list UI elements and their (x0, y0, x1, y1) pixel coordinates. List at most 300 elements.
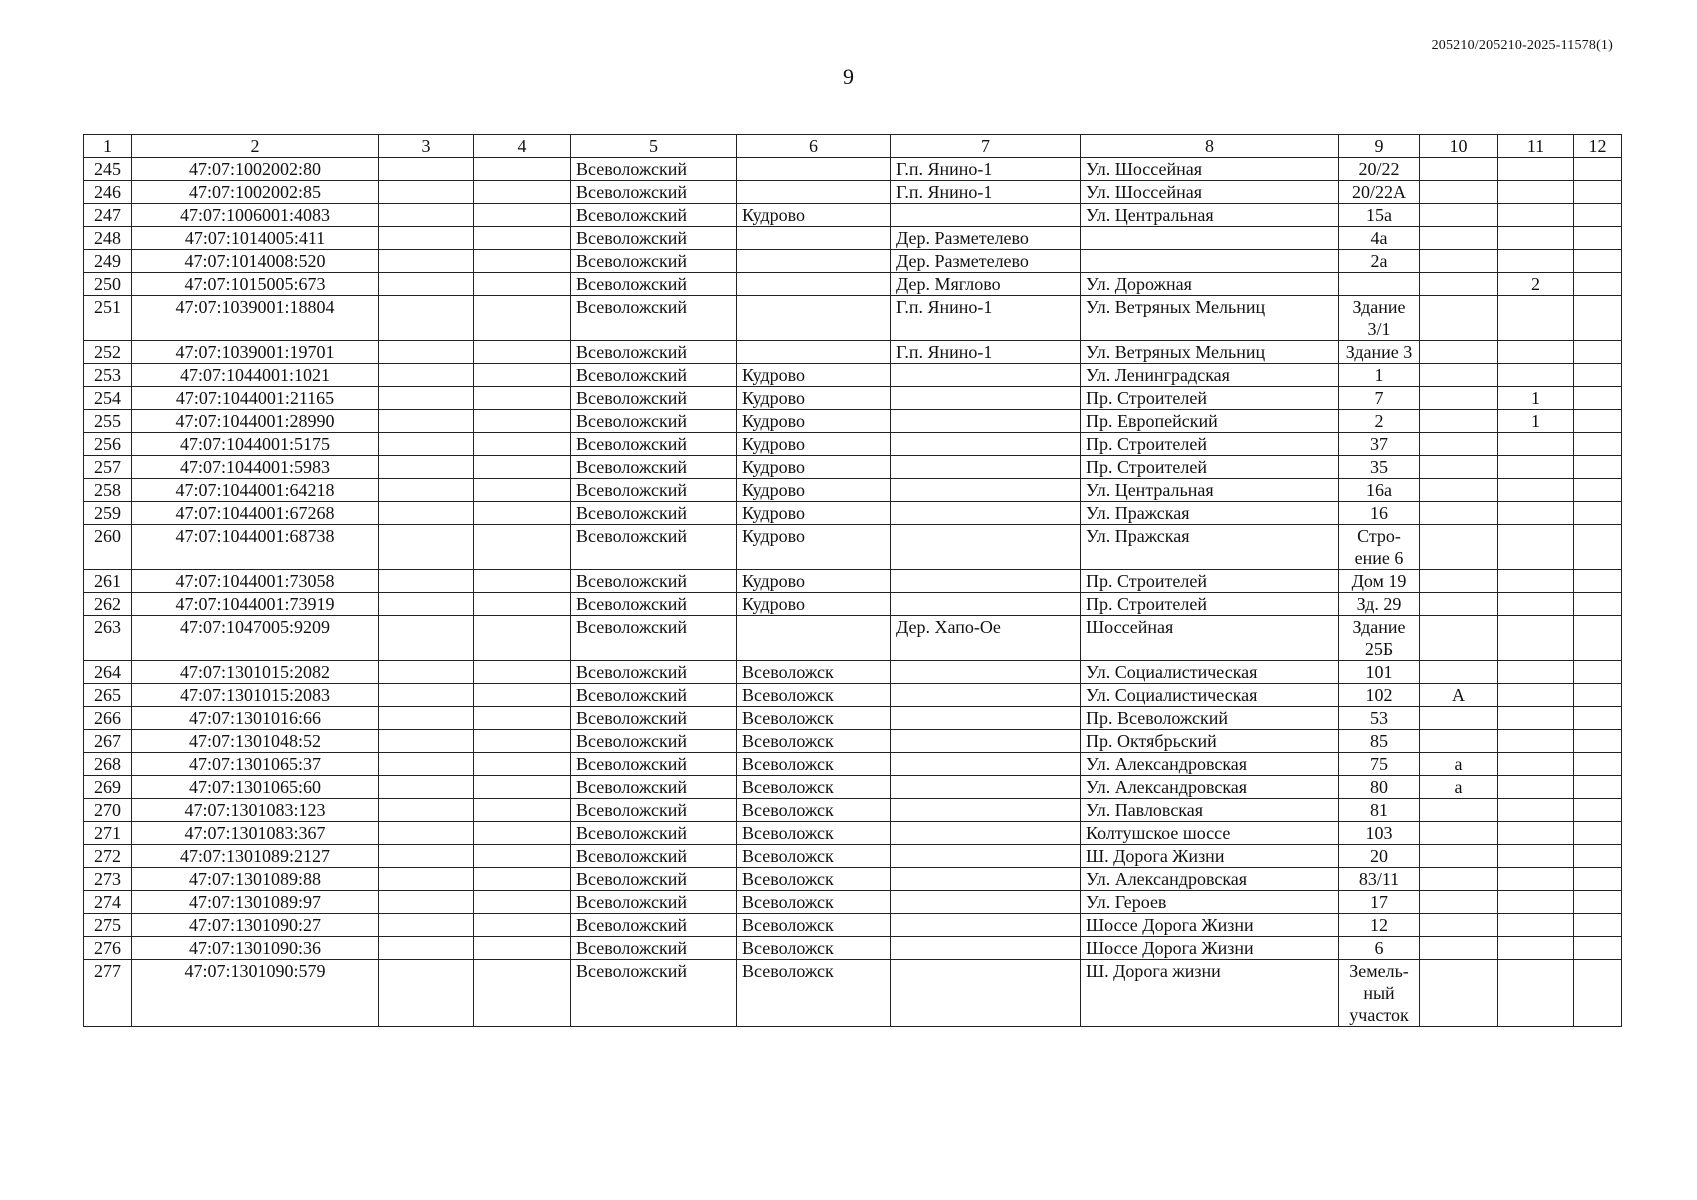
column-header: 9 (1339, 135, 1420, 158)
col4-cell (474, 502, 571, 525)
settlement-cell (737, 250, 891, 273)
col12-cell (1574, 776, 1622, 799)
house-cell: 53 (1339, 707, 1420, 730)
row-number-cell: 258 (84, 479, 132, 502)
district-cell: Всеволожский (571, 822, 737, 845)
locality-cell (891, 753, 1081, 776)
locality-cell (891, 707, 1081, 730)
col4-cell (474, 433, 571, 456)
col12-cell (1574, 364, 1622, 387)
building-cell: а (1420, 753, 1498, 776)
table-row (84, 684, 1622, 707)
cadastral-number-cell: 47:07:1044001:67268 (132, 502, 379, 525)
col4-cell (474, 387, 571, 410)
settlement-cell: Всеволожск (737, 868, 891, 891)
col12-cell (1574, 296, 1622, 341)
col4-cell (474, 914, 571, 937)
block-cell (1498, 250, 1574, 273)
col3-cell (379, 525, 474, 570)
cadastral-number-cell: 47:07:1301089:2127 (132, 845, 379, 868)
col4-cell (474, 364, 571, 387)
table-row (84, 456, 1622, 479)
table-row (84, 570, 1622, 593)
district-cell: Всеволожский (571, 158, 737, 181)
col12-cell (1574, 891, 1622, 914)
col12-cell (1574, 753, 1622, 776)
cadastral-number-cell: 47:07:1044001:1021 (132, 364, 379, 387)
street-cell: Шоссе Дорога Жизни (1081, 914, 1339, 937)
locality-cell: Г.п. Янино-1 (891, 341, 1081, 364)
building-cell (1420, 937, 1498, 960)
col12-cell (1574, 433, 1622, 456)
column-header: 2 (132, 135, 379, 158)
cadastral-number-cell: 47:07:1301016:66 (132, 707, 379, 730)
col3-cell (379, 296, 474, 341)
cadastral-number-cell: 47:07:1006001:4083 (132, 204, 379, 227)
building-cell (1420, 341, 1498, 364)
building-cell (1420, 960, 1498, 1027)
cadastral-number-cell: 47:07:1044001:21165 (132, 387, 379, 410)
cadastral-number-cell: 47:07:1014008:520 (132, 250, 379, 273)
district-cell: Всеволожский (571, 410, 737, 433)
row-number-cell: 270 (84, 799, 132, 822)
street-cell: Ул. Александровская (1081, 776, 1339, 799)
settlement-cell: Всеволожск (737, 661, 891, 684)
column-header: 5 (571, 135, 737, 158)
building-cell: А (1420, 684, 1498, 707)
row-number-cell: 255 (84, 410, 132, 433)
block-cell (1498, 593, 1574, 616)
table-row (84, 387, 1622, 410)
district-cell: Всеволожский (571, 960, 737, 1027)
house-cell: 4а (1339, 227, 1420, 250)
locality-cell (891, 433, 1081, 456)
locality-cell: Дер. Разметелево (891, 227, 1081, 250)
locality-cell (891, 914, 1081, 937)
col4-cell (474, 181, 571, 204)
building-cell (1420, 204, 1498, 227)
house-cell: 83/11 (1339, 868, 1420, 891)
row-number-cell: 275 (84, 914, 132, 937)
district-cell: Всеволожский (571, 730, 737, 753)
district-cell: Всеволожский (571, 570, 737, 593)
col3-cell (379, 273, 474, 296)
cadastral-number-cell: 47:07:1044001:5175 (132, 433, 379, 456)
street-cell: Пр. Строителей (1081, 593, 1339, 616)
settlement-cell: Кудрово (737, 525, 891, 570)
col3-cell (379, 181, 474, 204)
cadastral-number-cell: 47:07:1002002:80 (132, 158, 379, 181)
block-cell (1498, 433, 1574, 456)
block-cell (1498, 204, 1574, 227)
col3-cell (379, 479, 474, 502)
locality-cell: Дер. Разметелево (891, 250, 1081, 273)
street-cell: Ул. Героев (1081, 891, 1339, 914)
house-cell: Здание 25Б (1339, 616, 1420, 661)
col3-cell (379, 570, 474, 593)
street-cell: Колтушское шоссе (1081, 822, 1339, 845)
building-cell (1420, 707, 1498, 730)
street-cell: Ул. Пражская (1081, 525, 1339, 570)
column-header: 7 (891, 135, 1081, 158)
district-cell: Всеволожский (571, 502, 737, 525)
building-cell (1420, 822, 1498, 845)
house-cell: 15а (1339, 204, 1420, 227)
col4-cell (474, 296, 571, 341)
house-cell: 101 (1339, 661, 1420, 684)
cadastral-number-cell: 47:07:1301090:27 (132, 914, 379, 937)
cadastral-number-cell: 47:07:1044001:73919 (132, 593, 379, 616)
building-cell (1420, 845, 1498, 868)
col3-cell (379, 845, 474, 868)
col3-cell (379, 776, 474, 799)
block-cell (1498, 707, 1574, 730)
building-cell (1420, 730, 1498, 753)
column-header: 4 (474, 135, 571, 158)
locality-cell (891, 456, 1081, 479)
table-row (84, 410, 1622, 433)
district-cell: Всеволожский (571, 684, 737, 707)
district-cell: Всеволожский (571, 433, 737, 456)
col12-cell (1574, 341, 1622, 364)
block-cell: 2 (1498, 273, 1574, 296)
district-cell: Всеволожский (571, 479, 737, 502)
district-cell: Всеволожский (571, 387, 737, 410)
col4-cell (474, 684, 571, 707)
table-row (84, 525, 1622, 570)
building-cell (1420, 364, 1498, 387)
table-row (84, 799, 1622, 822)
col4-cell (474, 822, 571, 845)
settlement-cell: Всеволожск (737, 776, 891, 799)
cadastral-number-cell: 47:07:1301065:37 (132, 753, 379, 776)
house-cell: 12 (1339, 914, 1420, 937)
cadastral-number-cell: 47:07:1014005:411 (132, 227, 379, 250)
block-cell: 1 (1498, 410, 1574, 433)
house-cell: Зд. 29 (1339, 593, 1420, 616)
settlement-cell: Всеволожск (737, 960, 891, 1027)
locality-cell (891, 730, 1081, 753)
col12-cell (1574, 937, 1622, 960)
row-number-cell: 257 (84, 456, 132, 479)
col4-cell (474, 730, 571, 753)
locality-cell (891, 525, 1081, 570)
table-row (84, 433, 1622, 456)
settlement-cell: Всеволожск (737, 753, 891, 776)
street-cell: Ул. Александровская (1081, 753, 1339, 776)
col4-cell (474, 868, 571, 891)
register-table (83, 134, 1622, 1027)
block-cell (1498, 914, 1574, 937)
settlement-cell (737, 181, 891, 204)
cadastral-number-cell: 47:07:1301083:123 (132, 799, 379, 822)
building-cell (1420, 799, 1498, 822)
block-cell (1498, 364, 1574, 387)
street-cell: Ул. Павловская (1081, 799, 1339, 822)
building-cell (1420, 433, 1498, 456)
locality-cell (891, 845, 1081, 868)
street-cell: Пр. Строителей (1081, 433, 1339, 456)
row-number-cell: 246 (84, 181, 132, 204)
col4-cell (474, 158, 571, 181)
district-cell: Всеволожский (571, 661, 737, 684)
col4-cell (474, 707, 571, 730)
block-cell (1498, 845, 1574, 868)
col4-cell (474, 525, 571, 570)
row-number-cell: 259 (84, 502, 132, 525)
cadastral-number-cell: 47:07:1301048:52 (132, 730, 379, 753)
row-number-cell: 254 (84, 387, 132, 410)
col4-cell (474, 250, 571, 273)
building-cell (1420, 570, 1498, 593)
col3-cell (379, 456, 474, 479)
col12-cell (1574, 570, 1622, 593)
settlement-cell: Кудрово (737, 570, 891, 593)
building-cell (1420, 158, 1498, 181)
house-cell: 20/22 (1339, 158, 1420, 181)
cadastral-number-cell: 47:07:1301090:579 (132, 960, 379, 1027)
house-cell: 16а (1339, 479, 1420, 502)
col12-cell (1574, 593, 1622, 616)
col12-cell (1574, 799, 1622, 822)
table-row (84, 753, 1622, 776)
table-row (84, 227, 1622, 250)
row-number-cell: 268 (84, 753, 132, 776)
settlement-cell: Всеволожск (737, 891, 891, 914)
table-row (84, 204, 1622, 227)
house-cell: 16 (1339, 502, 1420, 525)
district-cell: Всеволожский (571, 250, 737, 273)
document-id: 205210/205210-2025-11578(1) (1431, 38, 1613, 53)
district-cell: Всеволожский (571, 845, 737, 868)
locality-cell (891, 891, 1081, 914)
settlement-cell: Всеволожск (737, 937, 891, 960)
block-cell (1498, 296, 1574, 341)
cadastral-number-cell: 47:07:1301083:367 (132, 822, 379, 845)
district-cell: Всеволожский (571, 525, 737, 570)
cadastral-number-cell: 47:07:1044001:73058 (132, 570, 379, 593)
table-row (84, 273, 1622, 296)
building-cell (1420, 891, 1498, 914)
house-cell: 80 (1339, 776, 1420, 799)
column-header: 10 (1420, 135, 1498, 158)
settlement-cell (737, 341, 891, 364)
col12-cell (1574, 845, 1622, 868)
row-number-cell: 264 (84, 661, 132, 684)
col4-cell (474, 753, 571, 776)
col12-cell (1574, 914, 1622, 937)
table-row (84, 937, 1622, 960)
block-cell (1498, 158, 1574, 181)
col3-cell (379, 730, 474, 753)
table-header-row (84, 135, 1622, 158)
settlement-cell: Кудрово (737, 502, 891, 525)
col4-cell (474, 479, 571, 502)
row-number-cell: 260 (84, 525, 132, 570)
cadastral-number-cell: 47:07:1301090:36 (132, 937, 379, 960)
col12-cell (1574, 822, 1622, 845)
col4-cell (474, 799, 571, 822)
settlement-cell: Всеволожск (737, 822, 891, 845)
street-cell: Ул. Социалистическая (1081, 661, 1339, 684)
col4-cell (474, 960, 571, 1027)
col12-cell (1574, 616, 1622, 661)
house-cell: 103 (1339, 822, 1420, 845)
locality-cell (891, 570, 1081, 593)
settlement-cell: Всеволожск (737, 845, 891, 868)
cadastral-number-cell: 47:07:1039001:18804 (132, 296, 379, 341)
col3-cell (379, 387, 474, 410)
cadastral-number-cell: 47:07:1301089:88 (132, 868, 379, 891)
table-row (84, 158, 1622, 181)
street-cell: Пр. Европейский (1081, 410, 1339, 433)
district-cell: Всеволожский (571, 891, 737, 914)
col3-cell (379, 227, 474, 250)
col3-cell (379, 616, 474, 661)
house-cell: Земель-ный участок (1339, 960, 1420, 1027)
locality-cell (891, 410, 1081, 433)
col12-cell (1574, 227, 1622, 250)
table-row (84, 502, 1622, 525)
col12-cell (1574, 502, 1622, 525)
locality-cell (891, 868, 1081, 891)
col4-cell (474, 227, 571, 250)
district-cell: Всеволожский (571, 753, 737, 776)
house-cell: 81 (1339, 799, 1420, 822)
row-number-cell: 256 (84, 433, 132, 456)
district-cell: Всеволожский (571, 181, 737, 204)
row-number-cell: 274 (84, 891, 132, 914)
house-cell: 35 (1339, 456, 1420, 479)
settlement-cell: Кудрово (737, 204, 891, 227)
street-cell: Пр. Строителей (1081, 456, 1339, 479)
district-cell: Всеволожский (571, 868, 737, 891)
street-cell: Ш. Дорога жизни (1081, 960, 1339, 1027)
street-cell: Шоссейная (1081, 616, 1339, 661)
street-cell: Ул. Шоссейная (1081, 158, 1339, 181)
street-cell: Ул. Дорожная (1081, 273, 1339, 296)
house-cell: 1 (1339, 364, 1420, 387)
locality-cell (891, 479, 1081, 502)
house-cell: 102 (1339, 684, 1420, 707)
row-number-cell: 263 (84, 616, 132, 661)
col3-cell (379, 799, 474, 822)
settlement-cell (737, 296, 891, 341)
building-cell (1420, 868, 1498, 891)
col4-cell (474, 570, 571, 593)
locality-cell: Дер. Мяглово (891, 273, 1081, 296)
table-row (84, 364, 1622, 387)
settlement-cell: Всеволожск (737, 684, 891, 707)
col3-cell (379, 364, 474, 387)
locality-cell (891, 776, 1081, 799)
building-cell (1420, 914, 1498, 937)
row-number-cell: 267 (84, 730, 132, 753)
col3-cell (379, 822, 474, 845)
building-cell (1420, 273, 1498, 296)
house-cell: 2 (1339, 410, 1420, 433)
district-cell: Всеволожский (571, 273, 737, 296)
building-cell (1420, 502, 1498, 525)
street-cell: Ул. Пражская (1081, 502, 1339, 525)
col4-cell (474, 845, 571, 868)
locality-cell (891, 661, 1081, 684)
settlement-cell: Кудрово (737, 364, 891, 387)
col4-cell (474, 410, 571, 433)
row-number-cell: 266 (84, 707, 132, 730)
settlement-cell: Кудрово (737, 456, 891, 479)
cadastral-number-cell: 47:07:1301015:2083 (132, 684, 379, 707)
cadastral-number-cell: 47:07:1044001:28990 (132, 410, 379, 433)
building-cell (1420, 296, 1498, 341)
building-cell (1420, 387, 1498, 410)
col3-cell (379, 204, 474, 227)
house-cell: Здание 3 (1339, 341, 1420, 364)
table-row (84, 661, 1622, 684)
locality-cell (891, 364, 1081, 387)
col3-cell (379, 433, 474, 456)
cadastral-number-cell: 47:07:1015005:673 (132, 273, 379, 296)
row-number-cell: 252 (84, 341, 132, 364)
settlement-cell (737, 158, 891, 181)
building-cell (1420, 227, 1498, 250)
col4-cell (474, 616, 571, 661)
locality-cell (891, 502, 1081, 525)
row-number-cell: 251 (84, 296, 132, 341)
settlement-cell: Кудрово (737, 410, 891, 433)
settlement-cell: Всеволожск (737, 914, 891, 937)
col4-cell (474, 593, 571, 616)
cadastral-number-cell: 47:07:1301015:2082 (132, 661, 379, 684)
col12-cell (1574, 479, 1622, 502)
locality-cell: Г.п. Янино-1 (891, 181, 1081, 204)
table-row (84, 341, 1622, 364)
block-cell (1498, 937, 1574, 960)
table-row (84, 730, 1622, 753)
cadastral-number-cell: 47:07:1044001:68738 (132, 525, 379, 570)
district-cell: Всеволожский (571, 341, 737, 364)
house-cell: 20/22А (1339, 181, 1420, 204)
column-header: 11 (1498, 135, 1574, 158)
col3-cell (379, 661, 474, 684)
block-cell (1498, 341, 1574, 364)
column-header: 12 (1574, 135, 1622, 158)
col12-cell (1574, 410, 1622, 433)
column-header: 3 (379, 135, 474, 158)
row-number-cell: 265 (84, 684, 132, 707)
house-cell: 2а (1339, 250, 1420, 273)
table-row (84, 593, 1622, 616)
street-cell: Ул. Ветряных Мельниц (1081, 296, 1339, 341)
table-row (84, 868, 1622, 891)
block-cell (1498, 753, 1574, 776)
page-number: 9 (843, 64, 854, 89)
district-cell: Всеволожский (571, 456, 737, 479)
settlement-cell: Всеволожск (737, 707, 891, 730)
cadastral-number-cell: 47:07:1047005:9209 (132, 616, 379, 661)
street-cell: Ш. Дорога Жизни (1081, 845, 1339, 868)
row-number-cell: 250 (84, 273, 132, 296)
block-cell (1498, 730, 1574, 753)
table-row (84, 479, 1622, 502)
street-cell: Ул. Социалистическая (1081, 684, 1339, 707)
col4-cell (474, 204, 571, 227)
street-cell: Ул. Центральная (1081, 204, 1339, 227)
col3-cell (379, 593, 474, 616)
row-number-cell: 249 (84, 250, 132, 273)
cadastral-number-cell: 47:07:1039001:19701 (132, 341, 379, 364)
block-cell (1498, 776, 1574, 799)
